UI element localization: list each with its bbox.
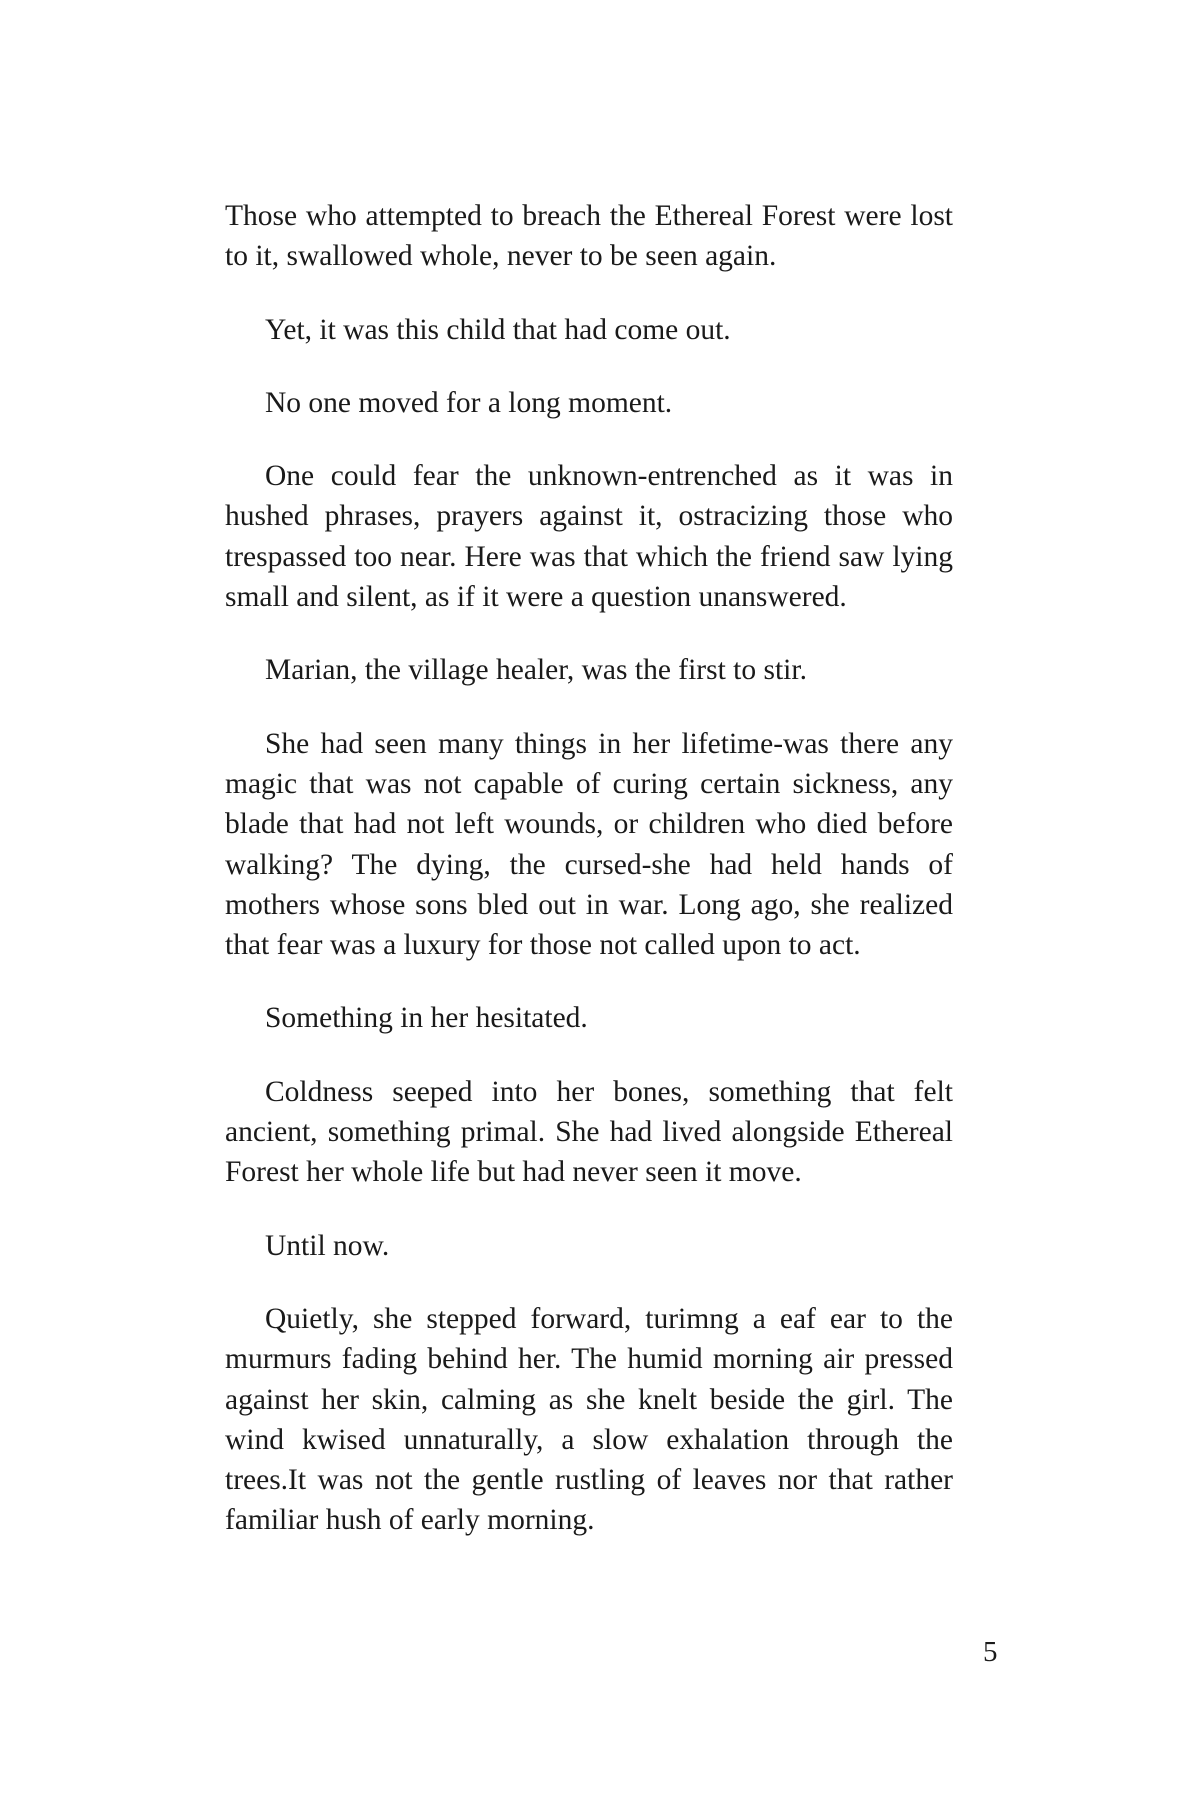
paragraph-10: Quietly, she stepped forward, turimng a eaf ear to the murmurs fading behind her. The humid morning air pressed against her skin, calming as she knelt beside the girl. The wind kwised unnaturally, a slow exhalation through the trees.It was not the gentle rustling of leaves nor that rather familiar hush of early morning.	[225, 1302, 953, 1537]
page-number: 5	[983, 1636, 998, 1668]
paragraph-5: Marian, the village healer, was the first to stir.	[265, 654, 807, 687]
paragraph-3: No one moved for a long moment.	[265, 386, 673, 419]
paragraph-1: Those who attempted to breach the Ethereal Forest were lost to it, swallowed whole, never to be seen again.	[225, 200, 953, 273]
paragraph-2: Yet, it was this child that had come out.	[265, 313, 731, 346]
paragraph-8: Coldness seeped into her bones, something that felt ancient, something primal. She had lived alongside Ethereal Forest her whole life but had never seen it move.	[225, 1075, 953, 1189]
paragraph-4: One could fear the unknown-entrenched as it was in hushed phrases, prayers against it, ostracizing those who trespassed too near. Here was that which the friend saw lying small and silent, as if it were a question unanswered.	[225, 460, 953, 614]
body-text	[225, 196, 953, 1574]
paragraph-9: Until now.	[265, 1229, 390, 1262]
paragraph-7: Something in her hesitated.	[265, 1002, 588, 1035]
paragraph-6: She had seen many things in her lifetime-was there any magic that was not capable of curing certain sickness, any blade that had not left wounds, or children who died before walking? The dying, the cursed-she had held hands of mothers whose sons bled out in war. Long ago, she realized that fear was a luxury for those not called upon to act.	[225, 727, 953, 962]
